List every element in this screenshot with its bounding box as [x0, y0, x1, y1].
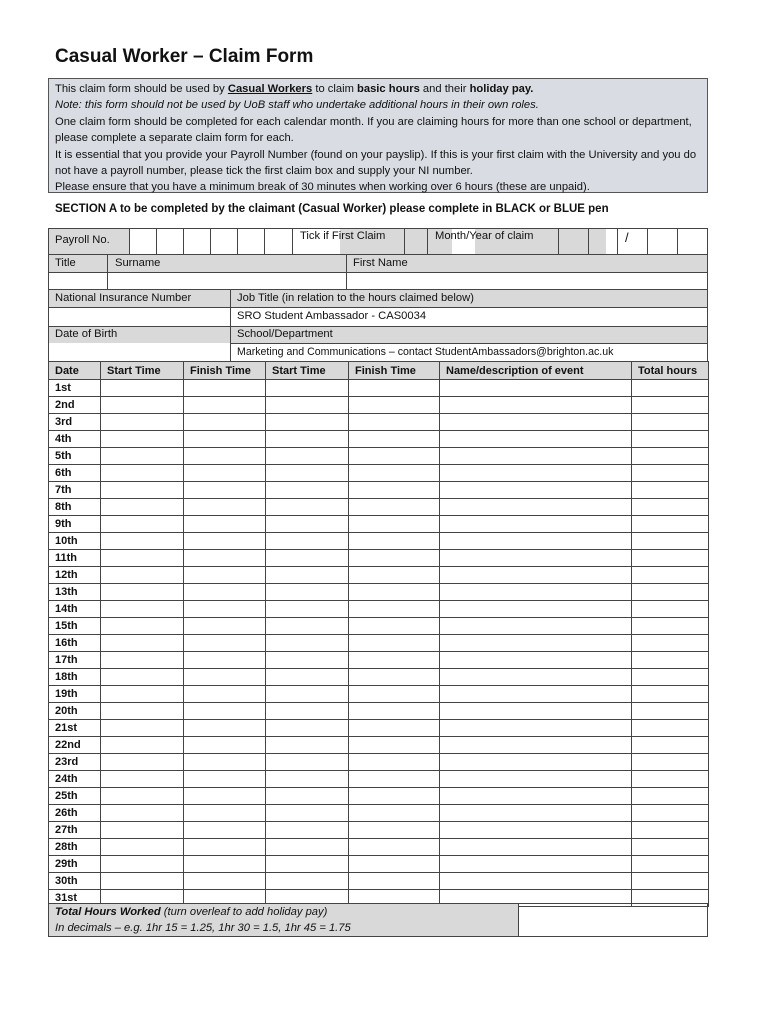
col-start-time-header: Start Time [101, 362, 184, 380]
event-cell[interactable] [440, 737, 632, 754]
day-label: 31st [49, 890, 101, 907]
finish-time-cell[interactable] [184, 414, 266, 431]
event-cell[interactable] [440, 618, 632, 635]
total-hours-cell[interactable] [632, 771, 709, 788]
day-label: 24th [49, 771, 101, 788]
finish-time-2-cell[interactable] [349, 567, 440, 584]
total-hours-cell[interactable] [632, 448, 709, 465]
start-time-2-cell[interactable] [266, 618, 349, 635]
table-row [49, 635, 709, 652]
dob-input[interactable] [49, 344, 230, 361]
start-time-2-cell[interactable] [266, 482, 349, 499]
total-hours-cell[interactable] [632, 839, 709, 856]
start-time-2-cell[interactable] [266, 839, 349, 856]
start-time-2-cell[interactable] [266, 516, 349, 533]
table-row [49, 686, 709, 703]
event-cell[interactable] [440, 669, 632, 686]
col-finish-time-header: Finish Time [184, 362, 266, 380]
finish-time-2-cell[interactable] [349, 805, 440, 822]
event-cell[interactable] [440, 584, 632, 601]
finish-time-cell[interactable] [184, 516, 266, 533]
job-title-label: Job Title (in relation to the hours claimed below) [237, 292, 474, 304]
start-time-2-cell[interactable] [266, 703, 349, 720]
col-start-time-2-header: Start Time [266, 362, 349, 380]
start-time-cell[interactable] [101, 669, 184, 686]
finish-time-cell[interactable] [184, 567, 266, 584]
finish-time-2-cell[interactable] [349, 448, 440, 465]
total-hours-cell[interactable] [632, 533, 709, 550]
finish-time-cell[interactable] [184, 805, 266, 822]
start-time-cell[interactable] [101, 465, 184, 482]
finish-time-2-cell[interactable] [349, 873, 440, 890]
day-label: 6th [49, 465, 101, 482]
day-label: 27th [49, 822, 101, 839]
total-hours-cell[interactable] [632, 431, 709, 448]
start-time-cell[interactable] [101, 431, 184, 448]
col-finish-time-2-header: Finish Time [349, 362, 440, 380]
finish-time-cell[interactable] [184, 873, 266, 890]
total-hours-cell[interactable] [632, 584, 709, 601]
day-label: 29th [49, 856, 101, 873]
finish-time-cell[interactable] [184, 465, 266, 482]
finish-time-cell[interactable] [184, 397, 266, 414]
table-row [49, 669, 709, 686]
start-time-cell[interactable] [101, 448, 184, 465]
event-cell[interactable] [440, 465, 632, 482]
table-row [49, 533, 709, 550]
finish-time-cell[interactable] [184, 652, 266, 669]
start-time-2-cell[interactable] [266, 652, 349, 669]
intro-text: to claim [312, 83, 358, 95]
intro-break: Please ensure that you have a minimum break of 30 minutes when working over 6 hours (these are unpaid). [55, 181, 590, 194]
start-time-cell[interactable] [101, 482, 184, 499]
finish-time-cell[interactable] [184, 431, 266, 448]
day-label: 1st [49, 380, 101, 397]
month-year-slash: / [625, 230, 629, 245]
start-time-2-cell[interactable] [266, 567, 349, 584]
title-label: Title [55, 257, 76, 269]
event-cell[interactable] [440, 839, 632, 856]
event-cell[interactable] [440, 601, 632, 618]
surname-input[interactable] [108, 273, 346, 289]
first-name-input[interactable] [347, 273, 707, 289]
start-time-cell[interactable] [101, 652, 184, 669]
event-cell[interactable] [440, 822, 632, 839]
event-cell[interactable] [440, 720, 632, 737]
finish-time-cell[interactable] [184, 754, 266, 771]
start-time-cell[interactable] [101, 601, 184, 618]
payroll-label: Payroll No. [55, 234, 110, 246]
first-name-label: First Name [353, 257, 408, 269]
total-hours-cell[interactable] [632, 856, 709, 873]
finish-time-cell[interactable] [184, 448, 266, 465]
start-time-cell[interactable] [101, 380, 184, 397]
finish-time-2-cell[interactable] [349, 465, 440, 482]
event-cell[interactable] [440, 431, 632, 448]
day-label: 25th [49, 788, 101, 805]
payroll-row [48, 228, 708, 255]
day-label: 5th [49, 448, 101, 465]
total-hours-label: Total Hours Worked [55, 906, 161, 918]
day-label: 22nd [49, 737, 101, 754]
start-time-2-cell[interactable] [266, 601, 349, 618]
total-hours-input[interactable] [520, 904, 707, 936]
day-label: 13th [49, 584, 101, 601]
day-label: 19th [49, 686, 101, 703]
total-hours-cell[interactable] [632, 567, 709, 584]
start-time-2-cell[interactable] [266, 805, 349, 822]
intro-basic-hours: basic hours [357, 83, 420, 95]
start-time-cell[interactable] [101, 397, 184, 414]
table-row [49, 720, 709, 737]
job-title-value: SRO Student Ambassador - CAS0034 [237, 310, 427, 322]
start-time-2-cell[interactable] [266, 669, 349, 686]
day-label: 10th [49, 533, 101, 550]
total-hours-cell[interactable] [632, 499, 709, 516]
start-time-cell[interactable] [101, 703, 184, 720]
col-event-header: Name/description of event [440, 362, 632, 380]
table-row [49, 805, 709, 822]
start-time-2-cell[interactable] [266, 465, 349, 482]
total-hours-cell[interactable] [632, 754, 709, 771]
start-time-2-cell[interactable] [266, 448, 349, 465]
col-date-header: Date [49, 362, 101, 380]
day-label: 21st [49, 720, 101, 737]
finish-time-cell[interactable] [184, 635, 266, 652]
finish-time-2-cell[interactable] [349, 839, 440, 856]
event-cell[interactable] [440, 652, 632, 669]
event-cell[interactable] [440, 380, 632, 397]
start-time-2-cell[interactable] [266, 584, 349, 601]
details-block [48, 289, 708, 362]
total-hours-cell[interactable] [632, 703, 709, 720]
start-time-2-cell[interactable] [266, 856, 349, 873]
school-dept-value: Marketing and Communications – contact StudentAmbassadors@brighton.ac.uk [237, 346, 614, 358]
event-cell[interactable] [440, 516, 632, 533]
total-hours-cell[interactable] [632, 720, 709, 737]
start-time-cell[interactable] [101, 550, 184, 567]
start-time-2-cell[interactable] [266, 686, 349, 703]
start-time-2-cell[interactable] [266, 397, 349, 414]
event-cell[interactable] [440, 499, 632, 516]
start-time-cell[interactable] [101, 720, 184, 737]
intro-text: and their [419, 83, 470, 95]
total-hours-note: (turn overleaf to add holiday pay) [160, 906, 328, 918]
finish-time-cell[interactable] [184, 601, 266, 618]
finish-time-2-cell[interactable] [349, 720, 440, 737]
event-cell[interactable] [440, 567, 632, 584]
day-label: 4th [49, 431, 101, 448]
month-year-input[interactable] [558, 229, 707, 254]
table-row [49, 465, 709, 482]
finish-time-cell[interactable] [184, 822, 266, 839]
finish-time-cell[interactable] [184, 499, 266, 516]
payroll-digit-boxes[interactable] [129, 229, 292, 254]
table-row [49, 771, 709, 788]
col-total-hours-header: Total hours [632, 362, 709, 380]
finish-time-2-cell[interactable] [349, 414, 440, 431]
total-hours-block [48, 903, 708, 937]
section-a-heading: SECTION A to be completed by the claimant (Casual Worker) please complete in BLACK or BLUE pen [55, 203, 609, 215]
day-label: 3rd [49, 414, 101, 431]
table-row [49, 754, 709, 771]
finish-time-2-cell[interactable] [349, 499, 440, 516]
day-label: 23rd [49, 754, 101, 771]
finish-time-cell[interactable] [184, 482, 266, 499]
event-cell[interactable] [440, 703, 632, 720]
event-cell[interactable] [440, 397, 632, 414]
finish-time-cell[interactable] [184, 686, 266, 703]
total-hours-cell[interactable] [632, 601, 709, 618]
start-time-cell[interactable] [101, 414, 184, 431]
first-claim-label: Tick if First Claim [300, 230, 386, 242]
finish-time-2-cell[interactable] [349, 669, 440, 686]
start-time-cell[interactable] [101, 822, 184, 839]
table-row [49, 482, 709, 499]
start-time-2-cell[interactable] [266, 533, 349, 550]
table-row [49, 856, 709, 873]
table-row [49, 873, 709, 890]
day-label: 18th [49, 669, 101, 686]
day-label: 11th [49, 550, 101, 567]
start-time-cell[interactable] [101, 839, 184, 856]
start-time-2-cell[interactable] [266, 431, 349, 448]
table-row [49, 788, 709, 805]
finish-time-2-cell[interactable] [349, 737, 440, 754]
finish-time-2-cell[interactable] [349, 686, 440, 703]
table-row [49, 584, 709, 601]
total-hours-cell[interactable] [632, 414, 709, 431]
finish-time-2-cell[interactable] [349, 601, 440, 618]
finish-time-2-cell[interactable] [349, 397, 440, 414]
total-hours-cell[interactable] [632, 618, 709, 635]
finish-time-2-cell[interactable] [349, 516, 440, 533]
table-row [49, 618, 709, 635]
total-hours-cell[interactable] [632, 380, 709, 397]
start-time-2-cell[interactable] [266, 499, 349, 516]
total-hours-cell[interactable] [632, 465, 709, 482]
table-header-row [49, 362, 709, 380]
ni-number-label: National Insurance Number [55, 292, 192, 304]
form-title: Casual Worker – Claim Form [55, 46, 314, 67]
total-hours-cell[interactable] [632, 788, 709, 805]
table-row [49, 601, 709, 618]
finish-time-2-cell[interactable] [349, 754, 440, 771]
finish-time-2-cell[interactable] [349, 431, 440, 448]
ni-number-input[interactable] [49, 308, 230, 326]
event-cell[interactable] [440, 635, 632, 652]
start-time-cell[interactable] [101, 771, 184, 788]
day-label: 17th [49, 652, 101, 669]
finish-time-cell[interactable] [184, 771, 266, 788]
start-time-cell[interactable] [101, 873, 184, 890]
total-hours-cell[interactable] [632, 550, 709, 567]
start-time-cell[interactable] [101, 788, 184, 805]
finish-time-2-cell[interactable] [349, 703, 440, 720]
name-row [48, 254, 708, 290]
total-hours-cell[interactable] [632, 737, 709, 754]
event-cell[interactable] [440, 856, 632, 873]
start-time-2-cell[interactable] [266, 822, 349, 839]
title-input[interactable] [49, 273, 107, 289]
event-cell[interactable] [440, 533, 632, 550]
total-hours-cell[interactable] [632, 669, 709, 686]
event-cell[interactable] [440, 754, 632, 771]
day-label: 9th [49, 516, 101, 533]
start-time-cell[interactable] [101, 737, 184, 754]
decimals-note: In decimals – e.g. 1hr 15 = 1.25, 1hr 30 = 1.5, 1hr 45 = 1.75 [55, 922, 351, 934]
total-hours-cell[interactable] [632, 516, 709, 533]
day-label: 16th [49, 635, 101, 652]
intro-panel [48, 78, 708, 193]
start-time-2-cell[interactable] [266, 380, 349, 397]
day-label: 2nd [49, 397, 101, 414]
start-time-cell[interactable] [101, 584, 184, 601]
table-row [49, 550, 709, 567]
table-row [49, 737, 709, 754]
finish-time-2-cell[interactable] [349, 635, 440, 652]
finish-time-cell[interactable] [184, 737, 266, 754]
day-label: 8th [49, 499, 101, 516]
total-hours-cell[interactable] [632, 482, 709, 499]
start-time-cell[interactable] [101, 618, 184, 635]
finish-time-2-cell[interactable] [349, 584, 440, 601]
intro-text: This claim form should be used by [55, 83, 228, 95]
start-time-2-cell[interactable] [266, 873, 349, 890]
intro-holiday-pay: holiday pay. [469, 83, 534, 95]
table-row [49, 448, 709, 465]
hours-table [48, 361, 709, 907]
day-label: 14th [49, 601, 101, 618]
day-label: 12th [49, 567, 101, 584]
start-time-cell[interactable] [101, 499, 184, 516]
day-label: 26th [49, 805, 101, 822]
start-time-2-cell[interactable] [266, 788, 349, 805]
event-cell[interactable] [440, 771, 632, 788]
start-time-cell[interactable] [101, 635, 184, 652]
table-row [49, 499, 709, 516]
table-row [49, 431, 709, 448]
table-row [49, 703, 709, 720]
total-hours-cell[interactable] [632, 397, 709, 414]
day-label: 20th [49, 703, 101, 720]
day-label: 15th [49, 618, 101, 635]
school-dept-label: School/Department [237, 328, 333, 340]
finish-time-2-cell[interactable] [349, 822, 440, 839]
table-row [49, 652, 709, 669]
event-cell[interactable] [440, 686, 632, 703]
table-row [49, 414, 709, 431]
total-hours-cell[interactable] [632, 873, 709, 890]
start-time-2-cell[interactable] [266, 754, 349, 771]
event-cell[interactable] [440, 550, 632, 567]
finish-time-2-cell[interactable] [349, 771, 440, 788]
intro-payroll: It is essential that you provide your Payroll Number (found on your payslip). If this is your first claim with the University and you do not have a payroll number, please tick the first claim box and supply your NI number. [55, 148, 697, 178]
finish-time-cell[interactable] [184, 788, 266, 805]
event-cell[interactable] [440, 873, 632, 890]
intro-casual-workers: Casual Workers [227, 83, 313, 95]
start-time-cell[interactable] [101, 754, 184, 771]
finish-time-cell[interactable] [184, 720, 266, 737]
day-label: 7th [49, 482, 101, 499]
start-time-cell[interactable] [101, 516, 184, 533]
start-time-cell[interactable] [101, 533, 184, 550]
intro-note: Note: this form should not be used by UoB staff who undertake additional hours in their own roles. [55, 99, 539, 112]
start-time-cell[interactable] [101, 856, 184, 873]
intro-calendar-month: One claim form should be completed for each calendar month. If you are claiming hours for more than one school or department, please complete a separate claim form for each. [55, 115, 692, 145]
event-cell[interactable] [440, 805, 632, 822]
total-hours-cell[interactable] [632, 822, 709, 839]
start-time-cell[interactable] [101, 805, 184, 822]
total-hours-label-cell [49, 904, 519, 936]
month-year-label: Month/Year of claim [435, 230, 534, 242]
finish-time-2-cell[interactable] [349, 618, 440, 635]
finish-time-cell[interactable] [184, 533, 266, 550]
finish-time-cell[interactable] [184, 669, 266, 686]
event-cell[interactable] [440, 482, 632, 499]
table-row [49, 380, 709, 397]
start-time-2-cell[interactable] [266, 720, 349, 737]
finish-time-2-cell[interactable] [349, 652, 440, 669]
start-time-2-cell[interactable] [266, 635, 349, 652]
first-claim-checkbox[interactable] [404, 229, 427, 254]
finish-time-2-cell[interactable] [349, 533, 440, 550]
total-hours-cell[interactable] [632, 686, 709, 703]
finish-time-cell[interactable] [184, 839, 266, 856]
finish-time-cell[interactable] [184, 703, 266, 720]
event-cell[interactable] [440, 414, 632, 431]
finish-time-2-cell[interactable] [349, 550, 440, 567]
finish-time-2-cell[interactable] [349, 482, 440, 499]
dob-label: Date of Birth [55, 328, 118, 340]
table-row [49, 516, 709, 533]
start-time-cell[interactable] [101, 567, 184, 584]
start-time-2-cell[interactable] [266, 737, 349, 754]
finish-time-2-cell[interactable] [349, 856, 440, 873]
finish-time-cell[interactable] [184, 380, 266, 397]
finish-time-cell[interactable] [184, 856, 266, 873]
table-row [49, 822, 709, 839]
surname-label: Surname [115, 257, 161, 269]
event-cell[interactable] [440, 448, 632, 465]
table-row [49, 397, 709, 414]
finish-time-2-cell[interactable] [349, 788, 440, 805]
start-time-2-cell[interactable] [266, 414, 349, 431]
finish-time-cell[interactable] [184, 550, 266, 567]
total-hours-cell[interactable] [632, 652, 709, 669]
start-time-2-cell[interactable] [266, 550, 349, 567]
day-label: 28th [49, 839, 101, 856]
table-row [49, 839, 709, 856]
start-time-2-cell[interactable] [266, 771, 349, 788]
finish-time-2-cell[interactable] [349, 380, 440, 397]
event-cell[interactable] [440, 788, 632, 805]
start-time-cell[interactable] [101, 686, 184, 703]
day-label: 30th [49, 873, 101, 890]
finish-time-cell[interactable] [184, 584, 266, 601]
finish-time-cell[interactable] [184, 618, 266, 635]
total-hours-cell[interactable] [632, 805, 709, 822]
table-row [49, 567, 709, 584]
total-hours-cell[interactable] [632, 635, 709, 652]
